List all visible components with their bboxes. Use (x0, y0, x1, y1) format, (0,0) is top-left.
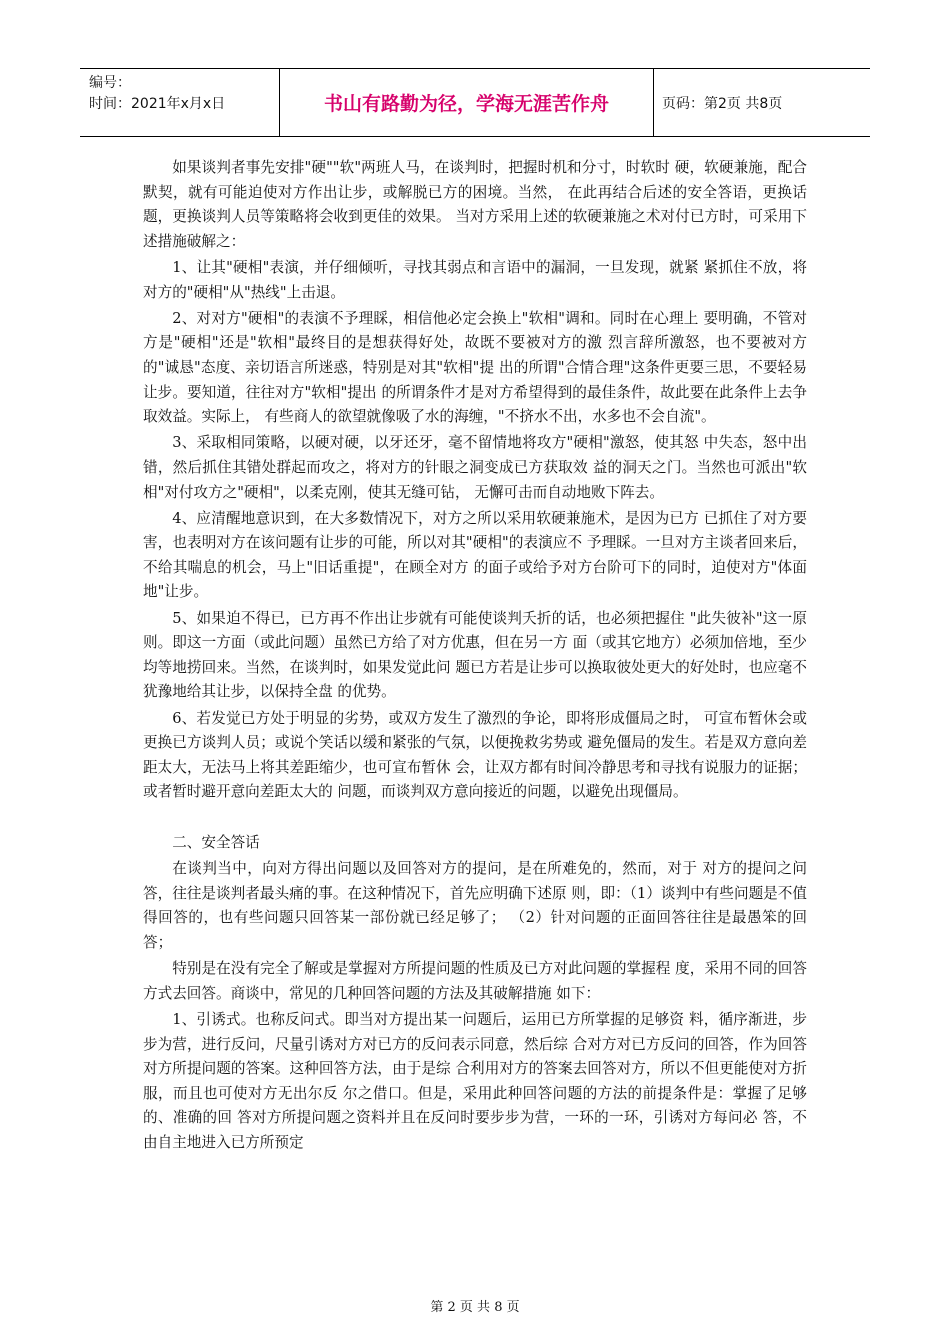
paragraph: 特别是在没有完全了解或是掌握对方所提问题的性质及已方对此问题的掌握程 度，采用不同的回答方式去回答。商谈中，常见的几种回答问题的方法及其破解措施 如下： (143, 960, 807, 1002)
header-meta (80, 69, 280, 136)
paragraph: 2、对对方"硬相"的表演不予理睬，相信他必定会换上"软相"调和。同时在心理上 要明确，不管对方是"硬相"还是"软相"最终目的是想获得好处，故既不要被对方的激 烈言辞所激怒，也不要被对方的"诚恳"态度、亲切语言所迷惑，特别是对其"软相"提 出的所谓"合情合理"这条件更要三思，不要轻易让步。要知道，往往对方"软相"提出 的所谓条件才是对方希望得到的最佳条件，故此要在此条件上去争取效益。实际上， 有些商人的欲望就像吸了水的海缠，"不挤水不出，水多也不会自流"。 (143, 309, 807, 426)
paragraph: 1、让其"硬相"表演，并仔细倾听，寻找其弱点和言语中的漏洞，一旦发现，就紧 紧抓住不放，将对方的"硬相"从"热线"上击退。 (143, 258, 807, 301)
paragraph: 如果谈判者事先安排"硬""软"两班人马，在谈判时，把握时机和分寸，时软时 硬，软硬兼施，配合默契，就有可能迫使对方作出让步，或解脱已方的困境。当然， 在此再结合后述的安全答语，更换话题，更换谈判人员等策略将会收到更佳的效果。 当对方采用上述的软硬兼施之术对付已方时，可采用下述措施破解之： (143, 159, 807, 250)
header-date-label: 时间：2021年x月x日 (89, 96, 226, 112)
paragraph: 1、引诱式。也称反问式。即当对方提出某一问题后，运用已方所掌握的足够资 料，循序渐进，步步为营，进行反问，尺量引诱对方对已方的反问表示同意，然后综 合对方对已方反问的回答，作为回答对方所提问题的答案。这种回答方法，由于是综 合利用对方的答案去回答对方，所以不但更能使对方折服，而且也可使对方无出尔反 尔之借口。但是，采用此种回答问题的方法的前提条件是：掌握了足够的、准确的回 答对方所提问题之资料并且在反问时要步步为营，一环的一环，引诱对方每问必 答，不由自主地进入已方所预定 (143, 1010, 807, 1151)
header-motto: 书山有路勤为径，学海无涯苦作舟 (280, 69, 654, 136)
page-header (80, 68, 870, 137)
header-page-info: 页码：第2页 共8页 (662, 95, 783, 112)
paragraph: 6、若发觉已方处于明显的劣势，或双方发生了激烈的争论，即将形成僵局之时， 可宣布暂休会或更换已方谈判人员；或说个笑话以缓和紧张的气氛，以便挽救劣势或 避免僵局的发生。若是双方意向差距太大，无法马上将其差距缩少，也可宣布暂休 会，让双方都有时间冷静思考和寻找有说服力的证据；或者暂时避开意向差距太大的 问题，而谈判双方意向接近的问题，以避免出现僵局。 (143, 709, 807, 801)
paragraph: 3、采取相同策略，以硬对硬，以牙还牙，毫不留情地将攻方"硬相"激怒，使其怒 中失态，怒中出错，然后抓住其错处群起而攻之，将对方的针眼之洞变成已方获取效 益的洞天之门。当然也可派出"软相"对付攻方之"硬相"，以柔克刚，使其无缝可钻， 无懈可击而自动地败下阵去。 (143, 434, 807, 501)
header-code-label: 编号： (89, 75, 131, 91)
page-footer: 第 2 页 共 8 页 (430, 1300, 520, 1315)
document-body (143, 156, 807, 1157)
paragraph: 5、如果迫不得已，已方再不作出让步就有可能使谈判夭折的话，也必须把握住 "此失彼补"这一原则。即这一方面（或此问题）虽然已方给了对方优惠，但在另一方 面（或其它地方）必须加倍地，至少均等地捞回来。当然，在谈判时，如果发觉此问 题已方若是让步可以换取彼处更大的好处时，也应毫不犹豫地给其让步，以保持全盘 的优势。 (143, 609, 807, 701)
paragraph: 在谈判当中，向对方得出问题以及回答对方的提问，是在所难免的，然而，对于 对方的提问之问答，往往是谈判者最头痛的事。在这种情况下，首先应明确下述原 则，即：（1）谈判中有些问题是不值得回答的，也有些问题只回答某一部份就已经足够了； （2）针对问题的正面回答往往是最愚笨的回答； (143, 860, 807, 951)
section-heading: 二、安全答话 (172, 834, 260, 851)
paragraph: 4、应清醒地意识到，在大多数情况下，对方之所以采用软硬兼施术，是因为已方 已抓住了对方要害，也表明对方在该问题有让步的可能，所以对其"硬相"的表演应不 予理睬。一旦对方主谈者回来后，不给其喘息的机会，马上"旧话重提"，在顾全对方 的面子或给予对方台阶可下的同时，迫使对方"体面地"让步。 (143, 509, 807, 601)
